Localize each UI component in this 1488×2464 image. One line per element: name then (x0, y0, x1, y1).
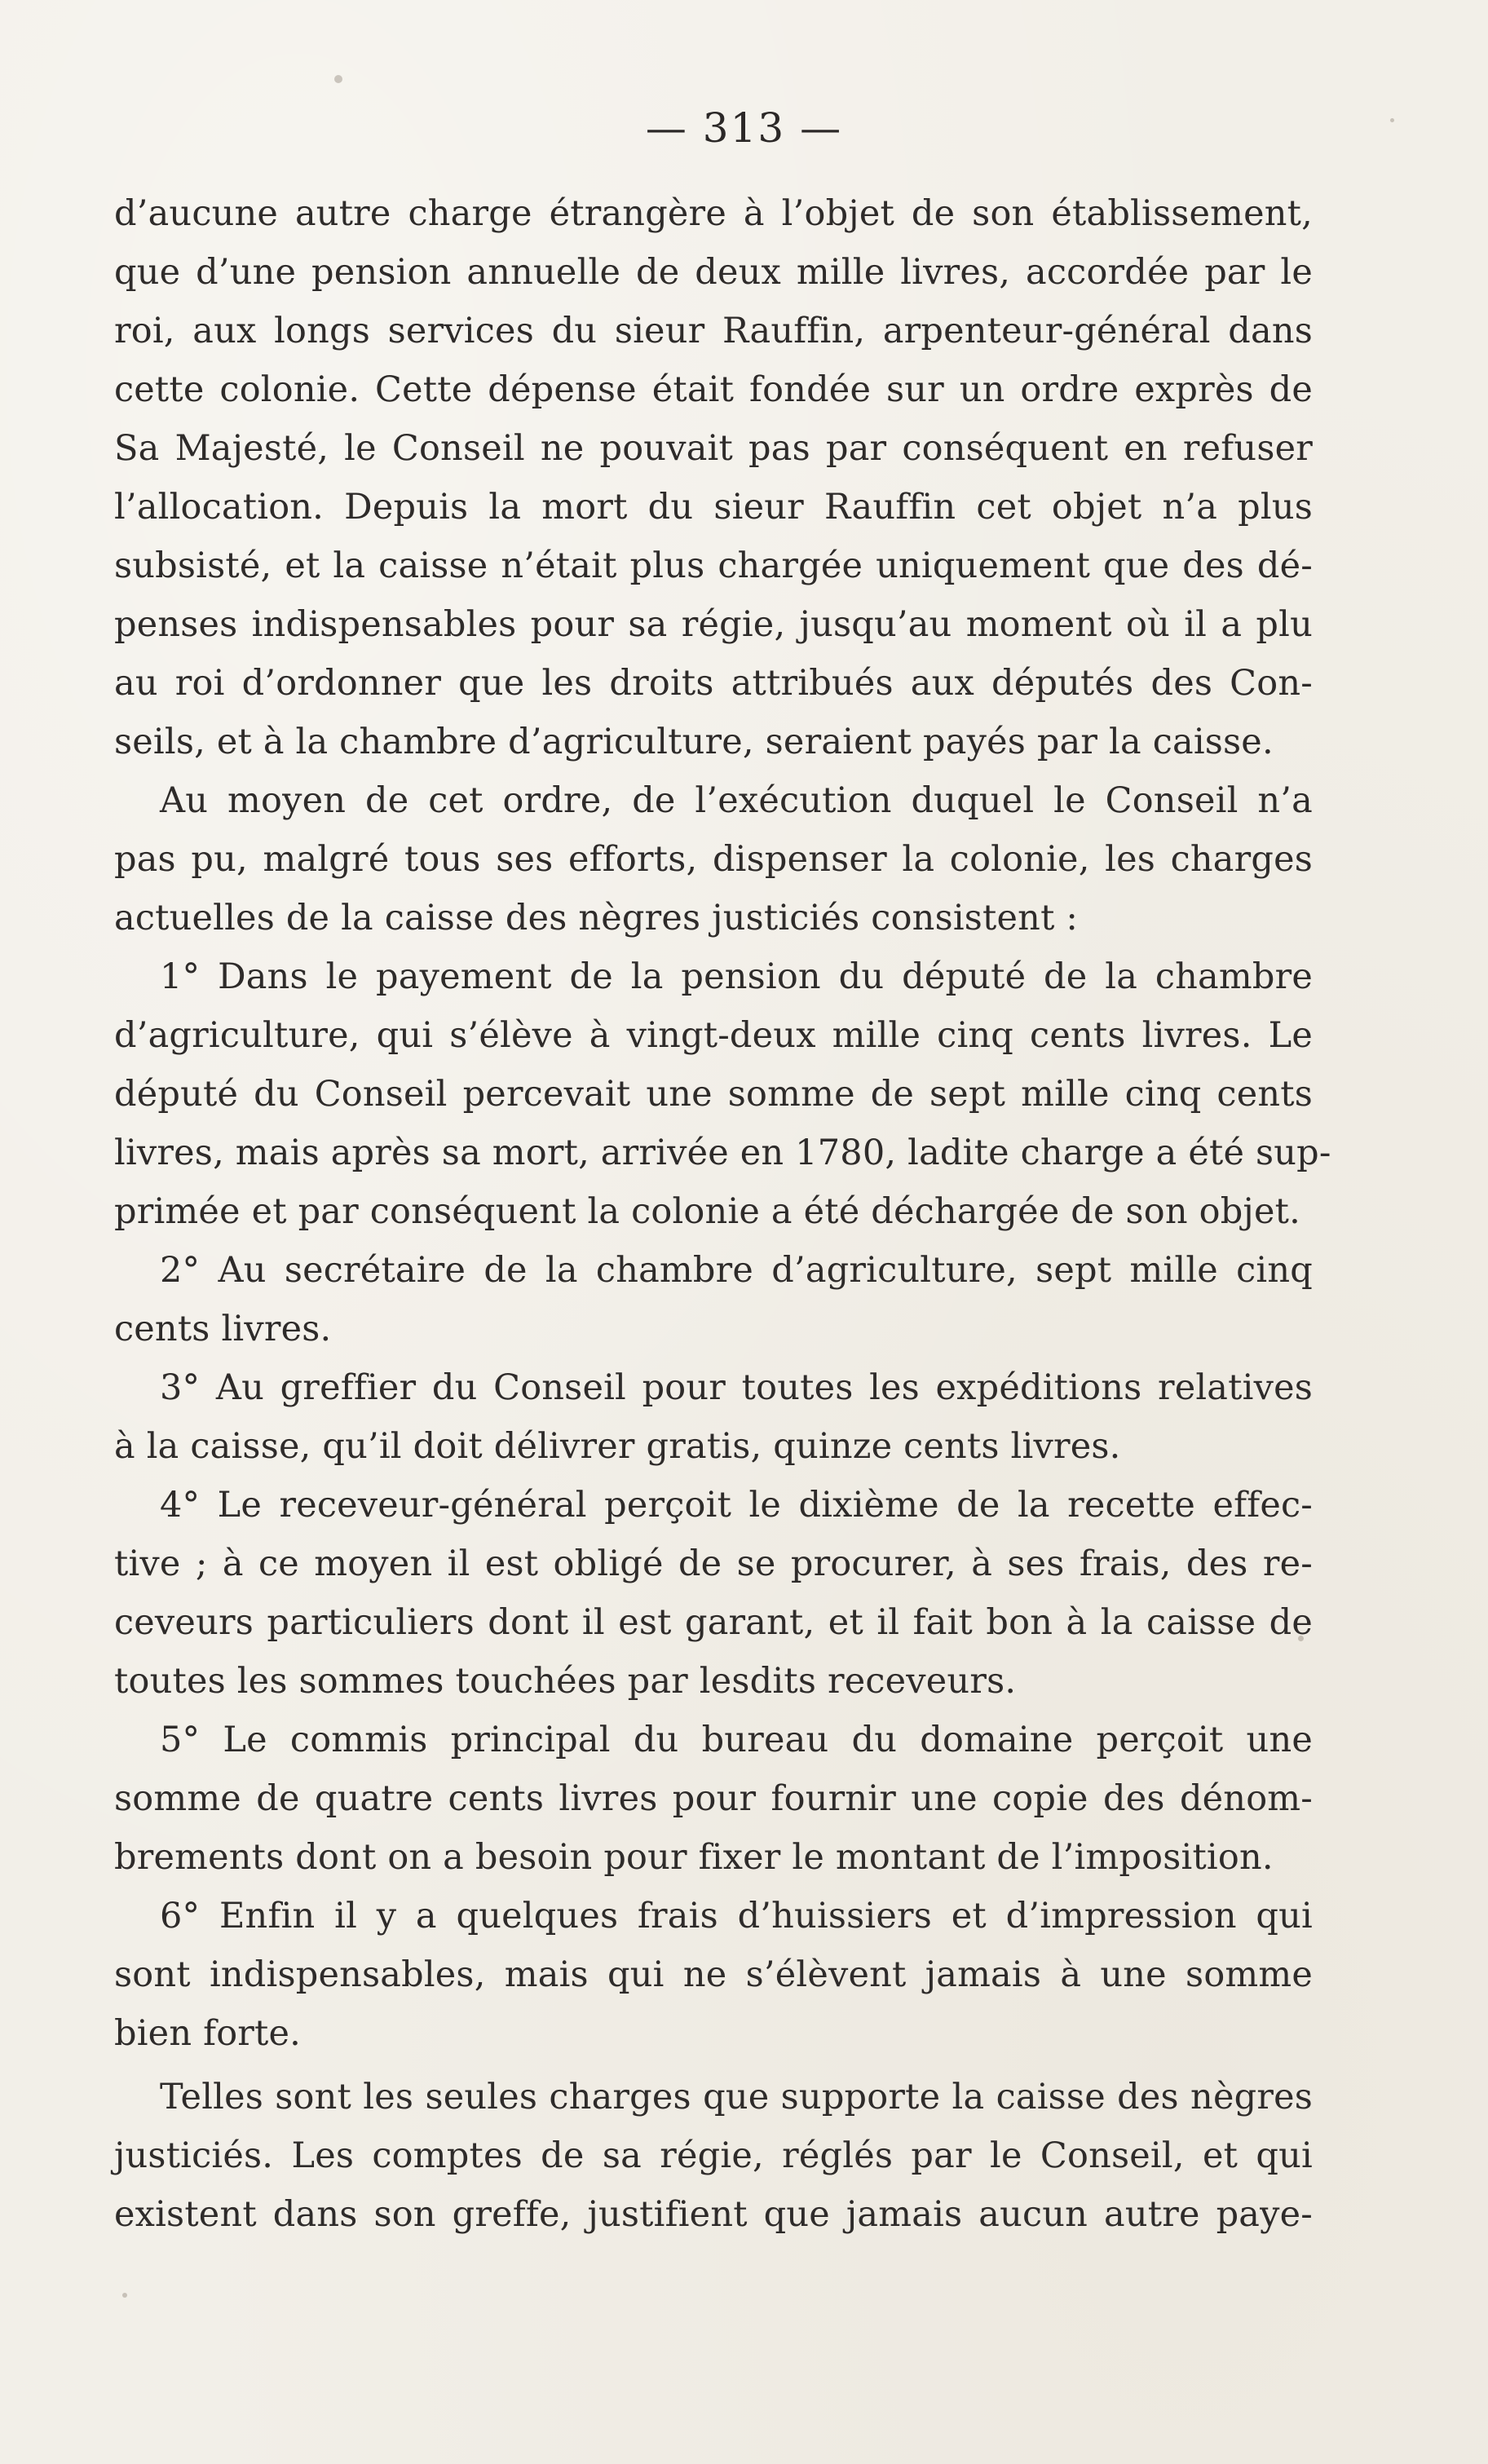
text-line: d’aucune autre charge étrangère à l’objet de son établissement, (114, 193, 1313, 234)
text-line: sont indispensables, mais qui ne s’élèvent jamais à une somme (114, 1954, 1313, 1995)
page-number: — 313 — (645, 104, 843, 152)
text-line: livres, mais après sa mort, arrivée en 1780, ladite charge a été sup- (114, 1133, 1331, 1173)
paragraph (114, 1887, 1313, 2063)
text-line: penses indispensables pour sa régie, jusqu’au moment où il a plu (114, 604, 1313, 645)
text-line: Sa Majesté, le Conseil ne pouvait pas par conséquent en refuser (114, 428, 1313, 469)
paragraph (114, 2068, 1313, 2244)
text-line: 3° Au greffier du Conseil pour toutes les expéditions relatives (160, 1367, 1313, 1408)
paragraph (114, 1358, 1313, 1476)
paper-speck (1298, 1636, 1304, 1641)
paper-speck (1390, 118, 1394, 122)
text-line: bien forte. (114, 2013, 302, 2054)
text-line: actuelles de la caisse des nègres justiciés consistent : (114, 898, 1079, 938)
text-line: subsisté, et la caisse n’était plus chargée uniquement que des dé- (114, 545, 1313, 586)
text-line: 5° Le commis principal du bureau du domaine perçoit une (160, 1720, 1313, 1760)
text-line: tive ; à ce moyen il est obligé de se procurer, à ses frais, des re- (114, 1543, 1313, 1584)
paragraph (114, 1476, 1313, 1711)
text-line: existent dans son greffe, justifient que jamais aucun autre paye- (114, 2194, 1313, 2235)
text-line: 4° Le receveur-général perçoit le dixième de la recette effec- (160, 1485, 1313, 1526)
text-line: seils, et à la chambre d’agriculture, seraient payés par la caisse. (114, 722, 1274, 762)
paper-speck (122, 2293, 127, 2298)
text-line: somme de quatre cents livres pour fournir une copie des dénom- (114, 1778, 1313, 1819)
paragraph (114, 1711, 1313, 1887)
text-line: justiciés. Les comptes de sa régie, réglés par le Conseil, et qui (114, 2135, 1313, 2176)
page-body-text (114, 184, 1331, 2244)
text-line: brements dont on a besoin pour fixer le montant de l’imposition. (114, 1837, 1274, 1878)
paragraph (114, 184, 1313, 771)
text-line: Telles sont les seules charges que supporte la caisse des nègres (160, 2077, 1313, 2117)
text-line: d’agriculture, qui s’élève à vingt-deux mille cinq cents livres. Le (114, 1015, 1313, 1056)
text-line: cette colonie. Cette dépense était fondée sur un ordre exprès de (114, 369, 1313, 410)
text-line: ceveurs particuliers dont il est garant, et il fait bon à la caisse de (114, 1602, 1313, 1643)
text-line: que d’une pension annuelle de deux mille livres, accordée par le (114, 252, 1313, 293)
text-line: roi, aux longs services du sieur Rauffin, arpenteur-général dans (114, 311, 1313, 351)
text-line: l’allocation. Depuis la mort du sieur Rauffin cet objet n’a plus (114, 487, 1313, 528)
text-line: pas pu, malgré tous ses efforts, dispenser la colonie, les charges (114, 839, 1313, 880)
paragraph (114, 947, 1331, 1241)
text-line: au roi d’ordonner que les droits attribués aux députés des Con- (114, 663, 1313, 704)
text-line: 1° Dans le payement de la pension du député de la chambre (160, 956, 1313, 997)
paragraph (114, 1241, 1313, 1358)
text-line: 6° Enfin il y a quelques frais d’huissiers et d’impression qui (160, 1896, 1313, 1936)
text-line: toutes les sommes touchées par lesdits receveurs. (114, 1661, 1017, 1702)
text-line: cents livres. (114, 1309, 332, 1349)
text-line: à la caisse, qu’il doit délivrer gratis, quinze cents livres. (114, 1426, 1121, 1467)
text-line: 2° Au secrétaire de la chambre d’agriculture, sept mille cinq (160, 1250, 1313, 1291)
paper-speck (334, 75, 342, 83)
paragraph (114, 771, 1313, 947)
text-line: Au moyen de cet ordre, de l’exécution duquel le Conseil n’a (160, 780, 1313, 821)
text-line: primée et par conséquent la colonie a été déchargée de son objet. (114, 1191, 1300, 1232)
text-line: député du Conseil percevait une somme de sept mille cinq cents (114, 1074, 1313, 1115)
